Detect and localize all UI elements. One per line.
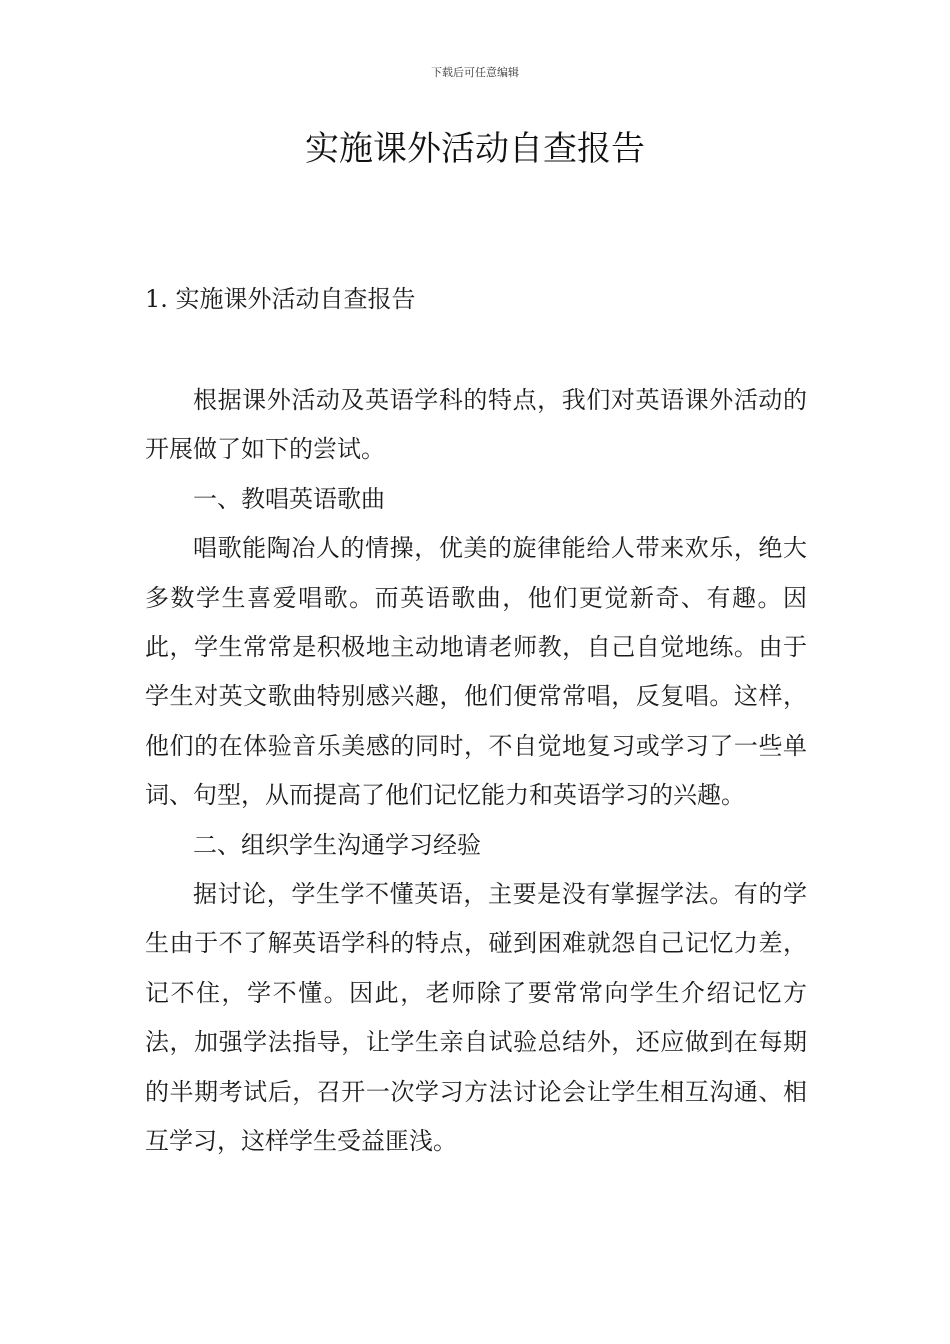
subheading-experience: 二、组织学生沟通学习经验 (193, 830, 481, 859)
section-heading: 1. 实施课外活动自查报告 (145, 285, 416, 313)
document-title: 实施课外活动自查报告 (305, 129, 645, 169)
paragraph-songs: 唱歌能陶冶人的情操，优美的旋律能给人带来欢乐，绝大多数学生喜爱唱歌。而英语歌曲，他们更觉新奇、有趣。因此，学生常常是积极地主动地请老师教，自己自觉地练。由于学生对英文歌曲特别感兴趣，他们便常常唱，反复唱。这样，他们的在体验音乐美感的同时，不自觉地复习或学习了一些单词、句型，从而提高了他们记忆能力和英语学习的兴趣。 (145, 534, 807, 810)
subheading-songs: 一、教唱英语歌曲 (193, 484, 385, 513)
paragraph-experience: 据讨论，学生学不懂英语，主要是没有掌握学法。有的学生由于不了解英语学科的特点，碰到困难就怨自己记忆力差，记不住，学不懂。因此，老师除了要常常向学生介绍记忆方法，加强学法指导，让学生亲自试验总结外，还应做到在每期的半期考试后，召开一次学习方法讨论会让学生相互沟通、相互学习，这样学生受益匪浅。 (145, 880, 807, 1156)
paragraph-intro: 根据课外活动及英语学科的特点，我们对英语课外活动的开展做了如下的尝试。 (145, 386, 807, 464)
header-note: 下载后可任意编辑 (431, 66, 519, 79)
document-body (145, 376, 807, 1167)
